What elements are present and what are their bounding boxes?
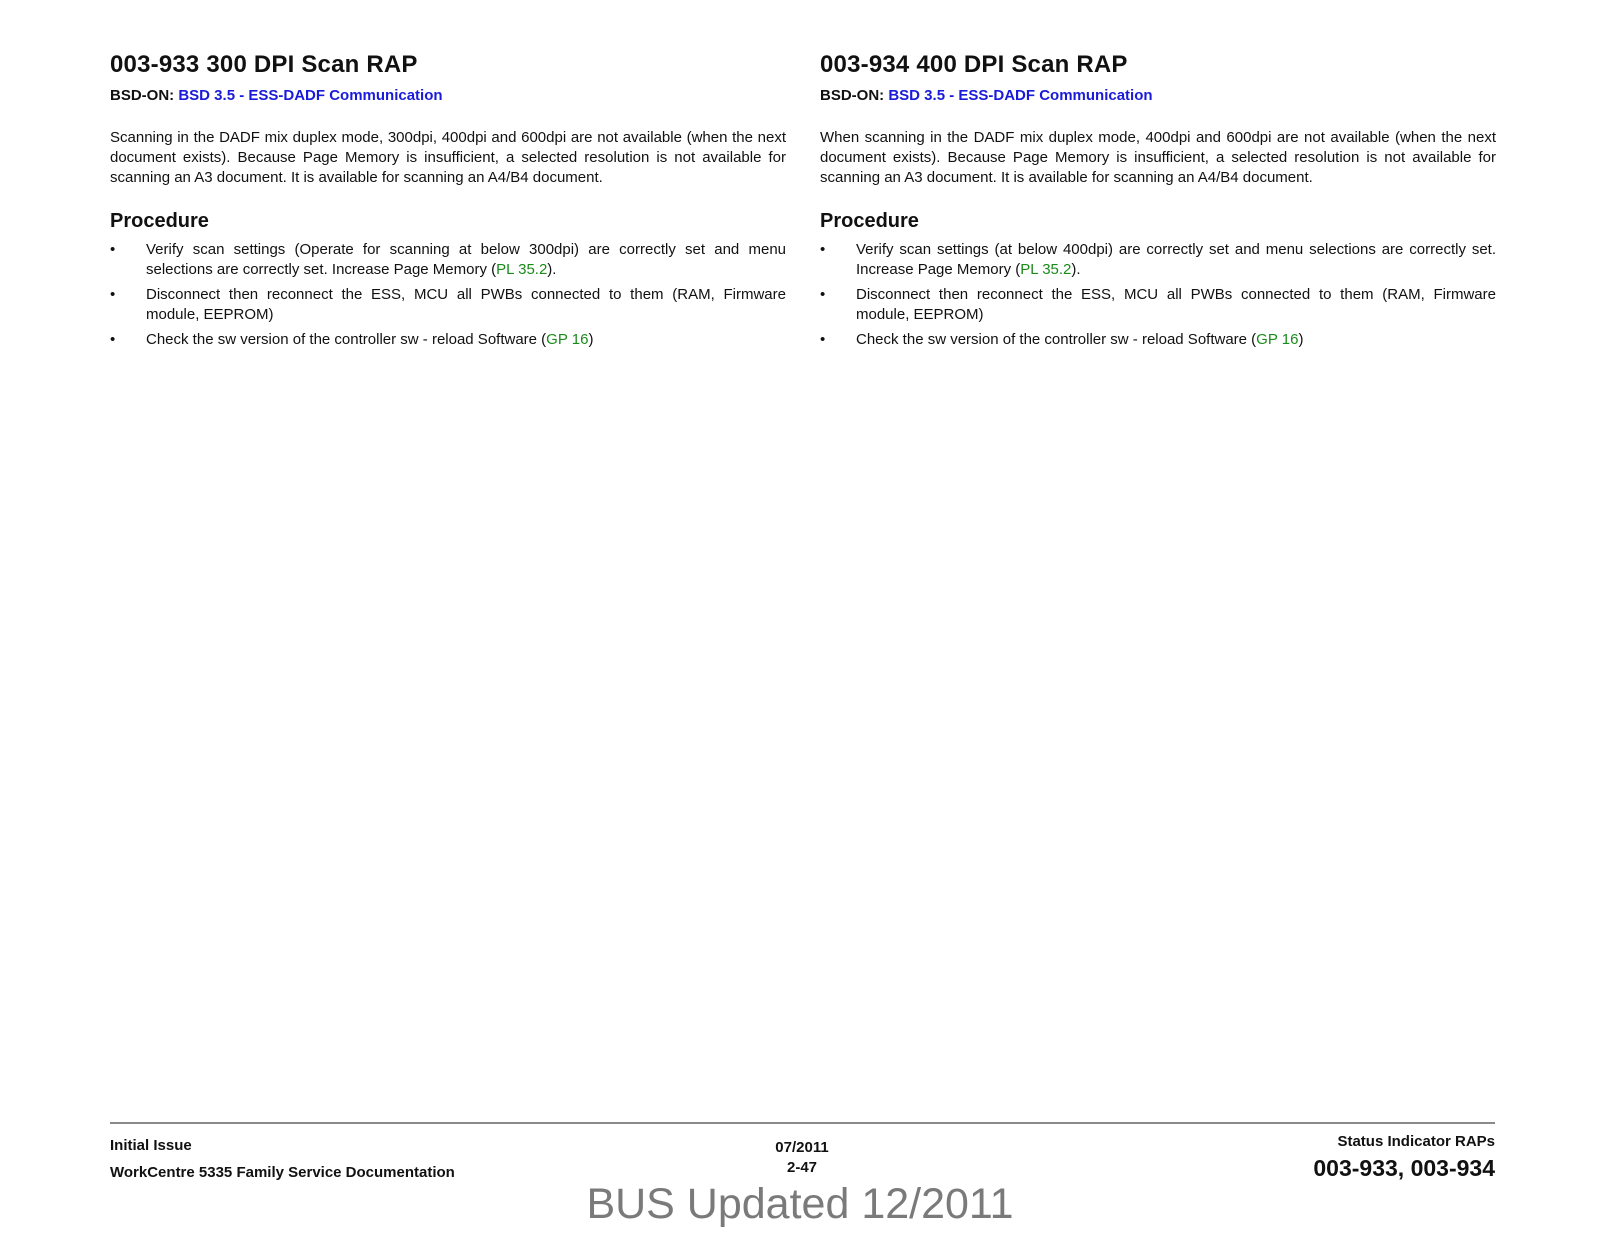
bsd-label: BSD-ON: [110,87,175,104]
step-text: Disconnect then reconnect the ESS, MCU all PWBs connected to them (RAM, Firmware module, EEPROM) [146,286,786,323]
bsd-label: BSD-ON: [820,87,885,104]
page-number: 2-47 [786,1159,818,1176]
step-text: Verify scan settings (at below 400dpi) are correctly set and menu selections are correctly set. Increase Page Memory ( [856,241,1496,278]
rap-title: 003-934 400 DPI Scan RAP [820,51,1128,78]
procedure-heading: Procedure [820,210,919,232]
rap-description: When scanning in the DADF mix duplex mode, 400dpi and 600dpi are not available (when the next document exists). Because Page Memory is insufficient, a selected resolution is not available for scanning an A3 document. It is available for scanning an A4/B4 document. [820,129,1496,186]
issue-label: Initial Issue [110,1137,192,1154]
step-text-end: ) [588,331,594,348]
procedure-steps [110,240,786,350]
footer-right [1313,1132,1495,1184]
step-text-end: ) [1298,331,1304,348]
procedure-step [110,240,786,280]
step-text: Check the sw version of the controller sw - reload Software ( [146,331,547,348]
section-name: Status Indicator RAPs [1337,1133,1495,1150]
footer-divider [110,1122,1495,1124]
bullet: • [110,241,116,258]
procedure-step [820,330,1496,350]
bullet: • [820,286,826,303]
update-stamp: BUS Updated 12/2011 [586,1180,1014,1228]
gp-reference-link[interactable]: GP 16 [1256,331,1299,348]
bullet: • [820,331,826,348]
documentation-title: WorkCentre 5335 Family Service Documentation [110,1164,455,1181]
procedure-step [110,330,786,350]
step-text-end: ). [1071,261,1081,278]
procedure-heading: Procedure [110,210,209,232]
rap-column-003-933 [110,48,786,355]
gp-reference-link[interactable]: GP 16 [546,331,589,348]
fault-codes: 003-933, 003-934 [1313,1155,1495,1181]
rap-description: Scanning in the DADF mix duplex mode, 300dpi, 400dpi and 600dpi are not available (when the next document exists). Because Page Memory is insufficient, a selected resolution is not available for scanning an A3 document. It is available for scanning an A4/B4 document. [110,129,786,186]
procedure-steps [820,240,1496,350]
step-text: Check the sw version of the controller sw - reload Software ( [856,331,1257,348]
step-text-end: ). [547,261,557,278]
bsd-link[interactable]: BSD 3.5 - ESS-DADF Communication [178,87,443,104]
footer-center [740,1138,864,1178]
bullet: • [820,241,826,258]
procedure-step [110,285,786,325]
issue-date: 07/2011 [775,1139,829,1156]
bullet: • [110,331,116,348]
bsd-line [110,86,786,106]
bsd-link[interactable]: BSD 3.5 - ESS-DADF Communication [888,87,1153,104]
procedure-step [820,285,1496,325]
bsd-line [820,86,1496,106]
pl-reference-link[interactable]: PL 35.2 [1020,261,1072,278]
bullet: • [110,286,116,303]
pl-reference-link[interactable]: PL 35.2 [496,261,548,278]
rap-title: 003-933 300 DPI Scan RAP [110,51,418,78]
procedure-step [820,240,1496,280]
rap-column-003-934 [820,48,1496,355]
step-text: Verify scan settings (Operate for scanning at below 300dpi) are correctly set and menu selections are correctly set. Increase Page Memory ( [146,241,786,278]
step-text: Disconnect then reconnect the ESS, MCU all PWBs connected to them (RAM, Firmware module, EEPROM) [856,286,1496,323]
